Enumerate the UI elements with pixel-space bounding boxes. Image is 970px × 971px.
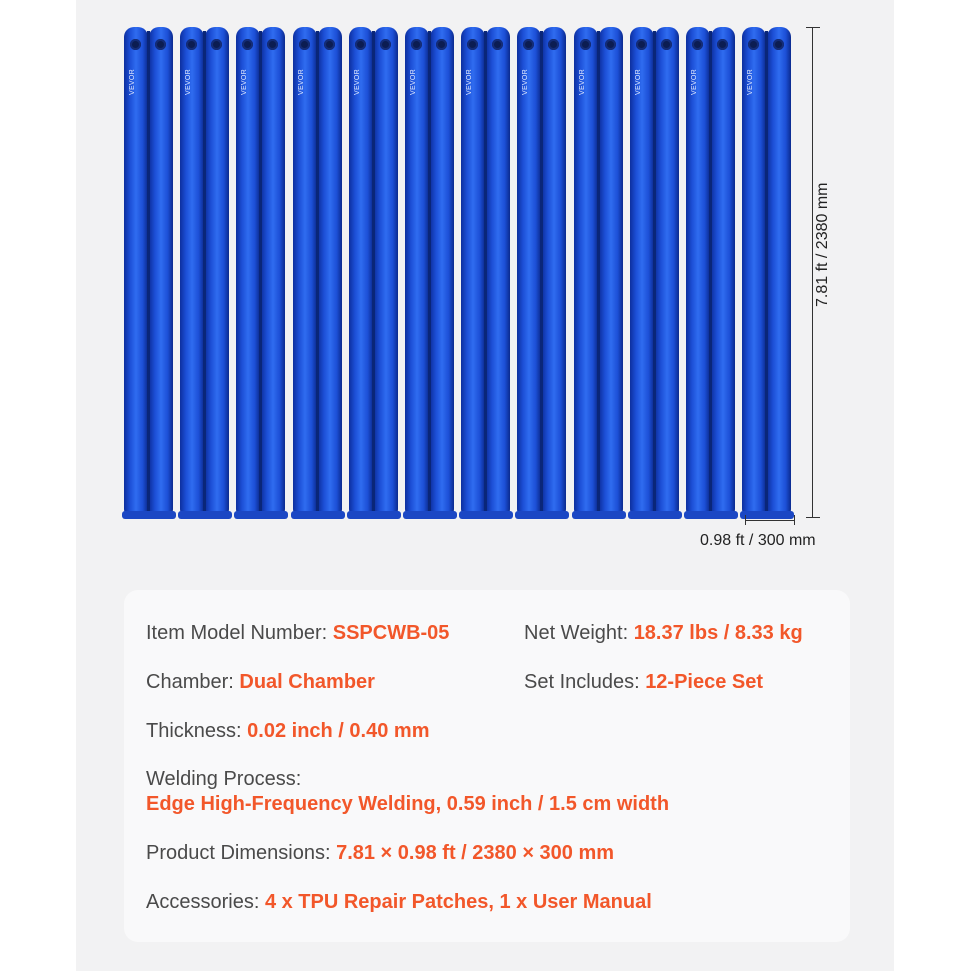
spec-welding-value-text: Edge High-Frequency Welding, 0.59 inch / 1.5 cm width (146, 793, 670, 815)
spec-weight (524, 622, 803, 645)
spec-welding-label: Welding Process: (146, 768, 302, 790)
water-tube (686, 27, 736, 517)
spec-welding-value (146, 793, 669, 816)
spec-set-value: 12-Piece Set (645, 671, 764, 693)
valve-icon (523, 39, 534, 50)
water-tube (236, 27, 286, 517)
valve-icon (355, 39, 366, 50)
water-tube (405, 27, 455, 517)
water-tube (742, 27, 792, 517)
spec-thickness (146, 720, 429, 743)
spec-dimensions (146, 842, 614, 865)
water-tube (517, 27, 567, 517)
valve-icon (492, 39, 503, 50)
tube-brand-logo: VEVOR (635, 69, 642, 96)
spec-set (524, 671, 763, 694)
tube-brand-logo: VEVOR (522, 69, 529, 96)
valve-icon (636, 39, 647, 50)
tube-brand-logo: VEVOR (410, 69, 417, 96)
spec-chamber-label: Chamber: (146, 671, 240, 693)
spec-model-label: Item Model Number: (146, 622, 333, 644)
valve-icon (211, 39, 222, 50)
valve-icon (692, 39, 703, 50)
valve-icon (580, 39, 591, 50)
valve-icon (299, 39, 310, 50)
spec-card (124, 590, 850, 942)
tube-brand-logo: VEVOR (354, 69, 361, 96)
width-dimension-line (745, 515, 795, 525)
tube-brand-logo: VEVOR (185, 69, 192, 96)
tube-brand-logo: VEVOR (691, 69, 698, 96)
water-tube (630, 27, 680, 517)
valve-icon (661, 39, 672, 50)
spec-thickness-label: Thickness: (146, 720, 248, 742)
valve-icon (773, 39, 784, 50)
valve-icon (267, 39, 278, 50)
spec-accessories-value: 4 x TPU Repair Patches, 1 x User Manual (264, 891, 652, 913)
valve-icon (436, 39, 447, 50)
spec-model-value: SSPCWB-05 (332, 622, 450, 644)
spec-weight-value: 18.37 lbs / 8.33 kg (633, 622, 803, 644)
water-tube (124, 27, 174, 517)
tube-brand-logo: VEVOR (241, 69, 248, 96)
spec-accessories-label: Accessories: (146, 891, 265, 913)
water-tube (461, 27, 511, 517)
spec-set-label: Set Includes: (524, 671, 646, 693)
valve-icon (748, 39, 759, 50)
water-tube (293, 27, 343, 517)
valve-icon (548, 39, 559, 50)
tube-brand-logo: VEVOR (579, 69, 586, 96)
valve-icon (467, 39, 478, 50)
spec-dimensions-label: Product Dimensions: (146, 842, 337, 864)
valve-icon (186, 39, 197, 50)
spec-dimensions-value: 7.81 × 0.98 ft / 2380 × 300 mm (336, 842, 615, 864)
spec-model (146, 622, 449, 645)
water-tube (574, 27, 624, 517)
valve-icon (411, 39, 422, 50)
water-tube (180, 27, 230, 517)
height-dimension-label: 7.81 ft / 2380 mm (814, 182, 831, 308)
water-tube (349, 27, 399, 517)
width-dimension-label: 0.98 ft / 300 mm (700, 532, 816, 549)
tube-brand-logo: VEVOR (129, 69, 136, 96)
spec-thickness-value: 0.02 inch / 0.40 mm (247, 720, 430, 742)
spec-chamber-value: Dual Chamber (239, 671, 375, 693)
valve-icon (717, 39, 728, 50)
spec-chamber (146, 671, 375, 694)
tube-brand-logo: VEVOR (747, 69, 754, 96)
valve-icon (155, 39, 166, 50)
tube-brand-logo: VEVOR (298, 69, 305, 96)
spec-accessories (146, 891, 652, 914)
valve-icon (242, 39, 253, 50)
valve-icon (324, 39, 335, 50)
valve-icon (380, 39, 391, 50)
valve-icon (130, 39, 141, 50)
valve-icon (605, 39, 616, 50)
spec-weight-label: Net Weight: (524, 622, 634, 644)
tube-brand-logo: VEVOR (466, 69, 473, 96)
